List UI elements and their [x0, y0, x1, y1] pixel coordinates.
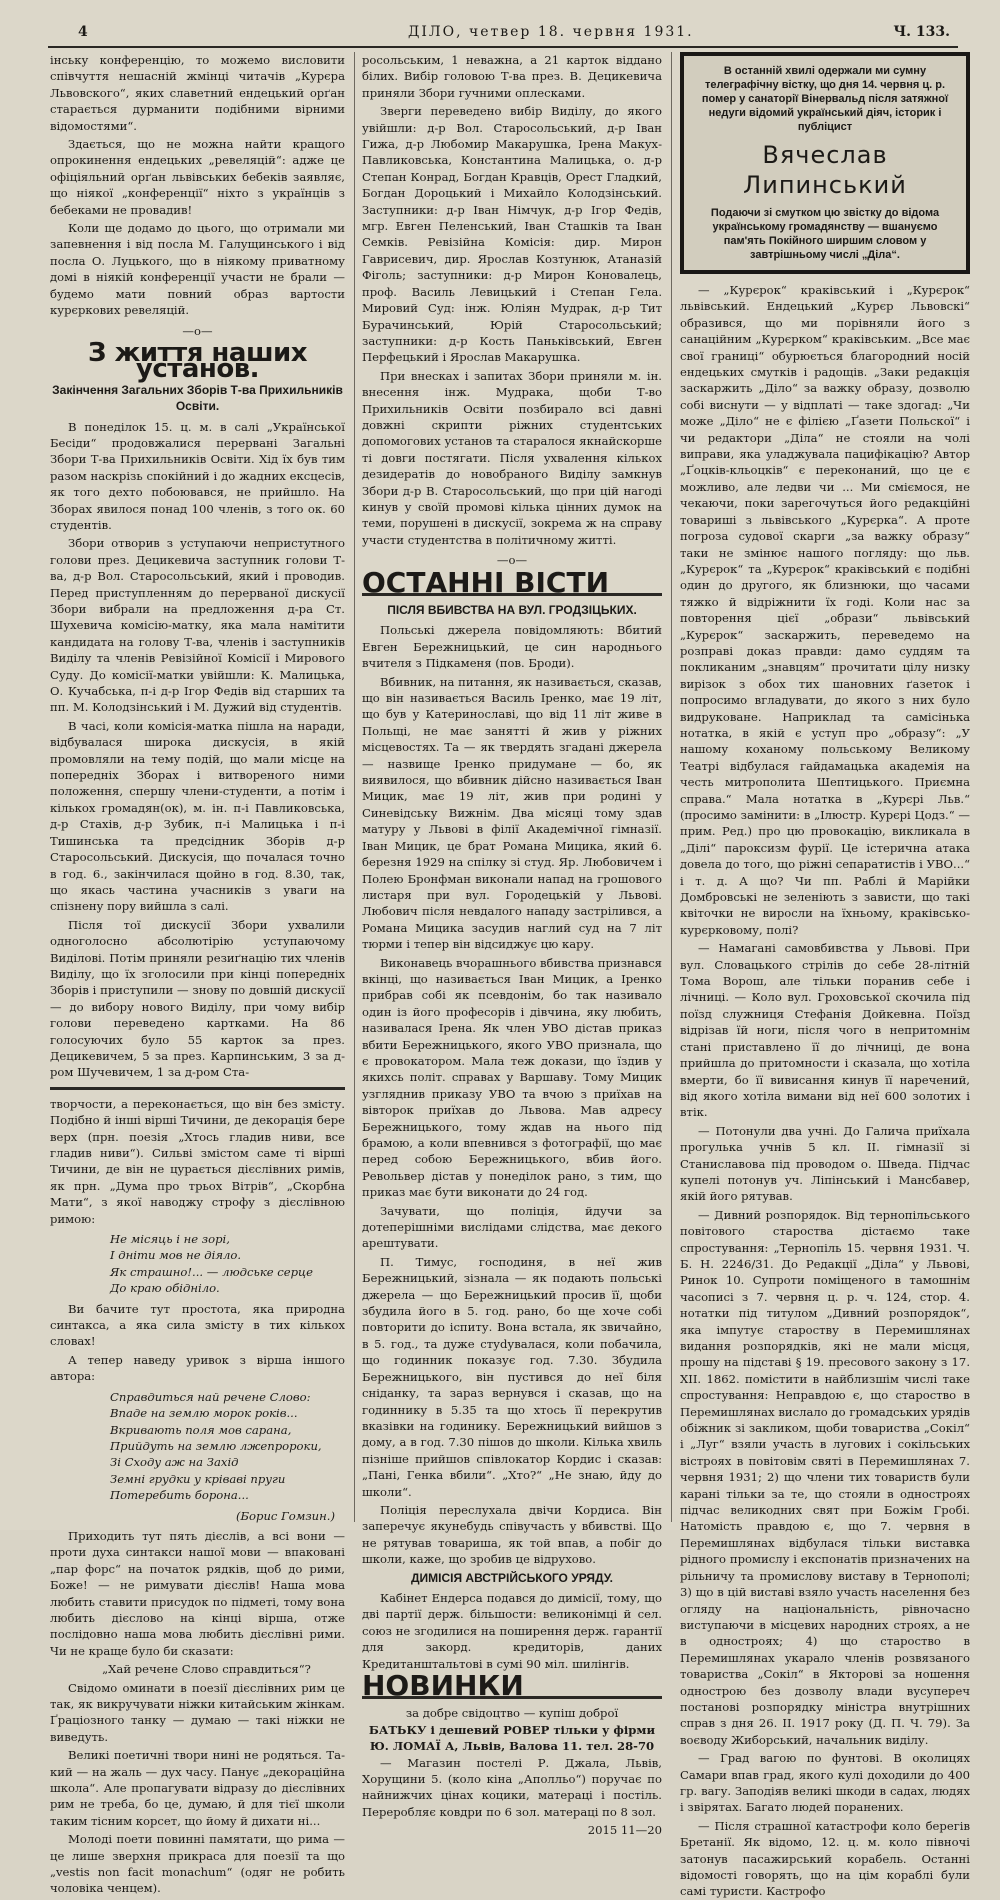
poem-line: Не місяць і не зорі,	[110, 1232, 230, 1247]
article-headline: ДИМІСІЯ АВСТРІЙСЬКОГО УРЯДУ.	[410, 1570, 614, 1585]
poem-quote	[110, 1389, 345, 1504]
poem-line: Зі Сходу аж на Захід	[110, 1455, 239, 1470]
poem-line: Потеребить борона...	[110, 1488, 249, 1503]
article-paragraph: Польські джерела повідомляють: Вбитий Евген Бережницький, це син народнього вчителя з Підкаменя (пов. Броди).	[362, 623, 662, 671]
article-paragraph: Після тої дискусії Збори ухвалили одноголосно абсолютірію уступаючому Виділові. Потім приняли резиґнацію тих членів Виділу, що їх зголосили при кінці попередніх Зборів і приступили — знову по довшій дискусії — до вибору нового Виділу, при чому вибір голови переведено картками. На 86 голосуючих було 55 карток за през. Децикевичем, 5 за през. Карпинським, 3 за д-ром Шучевичем, 1 за д-ром Ста-	[50, 917, 345, 1080]
notice-name: Вячеслав Липинський	[743, 141, 907, 199]
page-number: 4	[78, 24, 88, 40]
article-paragraph: Поліція переслухала двічи Кордиса. Він заперечує якунебудь співучасть у вбивстві. Що не рятував товариша, як той впав, а побіг до школи, каже, що зробив це відрухово.	[362, 1502, 662, 1567]
advertisement: за добре свідоцтво — купіш доброї	[405, 1706, 619, 1721]
column-3	[680, 52, 970, 1899]
poem-line: Справдиться най речене Слово:	[110, 1389, 311, 1404]
column-rule	[671, 52, 672, 1522]
article-paragraph: Коли ще додамо до цього, що отримали ми запевнення і від посла М. Галущинського і від посла О. Луцького, що в ніякому приватному домі в ніякій конференції участи не брали — будемо мати повний образ вартости курєркових ревеляцій.	[50, 221, 345, 318]
article-paragraph: Виконавець вчорашнього вбивства признався вкінці, що називається Іван Мицик, а Іренко прибрав собі як псевдонім, бо так називало один із його професорів і дівчина, яку любить, називалася Ірена. Як член УВО дістав приказ вбити Бережницького, якого УВО признала, що є провокатором. Мала теж докази, що їздив у якихсь політ. справах у Варшаву. Тому Мицик узгляднив приказу УВО та вчою з приїхав на вівторок приїхав до Львова. Мав адресу Бережницького, тому ждав на нього під брамою, а коли впевнився з фотографії, що має перед собою Бережницького, вбив його. Револьвер дістав у понеділок рано, з тим, що приказ має бути виконати до 24 год.	[362, 955, 662, 1200]
article-paragraph: Приходить тут пять дієслів, а всі вони — проти духа синтакси нашої мови — впаковані „пар форс“ на початок рядків, щоб до рими, Боже! — не римувати дієслів! Наша мова любить ставити присудок по підметі, тому вона любить дієслово на кінці вірша, отже послідовно наша мова любить дієслівні рими. Чи не краще було би сказати:	[50, 1528, 345, 1658]
section-rule	[50, 1087, 345, 1090]
poem-line: І дніти мов не діяло.	[110, 1248, 242, 1263]
poem-author: (Борис Гомзин.)	[236, 1508, 335, 1523]
article-paragraph: Зачувати, що поліція, йдучи за дотеперішніми вислідами слідства, має декого арештувати.	[362, 1203, 662, 1251]
issue-number: Ч. 133.	[893, 24, 950, 40]
article-headline: ПІСЛЯ ВБИВСТВА НА ВУЛ. ГРОДЗІЦЬКИХ.	[387, 603, 637, 617]
news-item: — Дивний розпорядок. Від тернопільського повітового староства дістаємо таке спростування: „Тернопіль 15. червня 1931. Ч. Б. Н. 2246/31. До Редакції „Діла“ у Львові, Ринок 10. Супроти поміщеного в тамошнім часописі з 7. червня ц. р. ч. 124, стор. 4. нотатки під титулом „Дивний розпорядок“, яка імпутує староству в Перемишлянах видання розпорядків, які не мали місця, прошу на підставі § 19. пресового закону з 17. XII. 1862. помістити в найблизшім числі таке спростування: Неправдою є, що староство в Перемишлянах вислало до громадських урядів обіжник зі закликом, щоби товариства „Сокіл“ і „Луг“ взяли участь в лугових і сокільських вістроях в повітовім святі в Перемишлянах 7. червня 1931; 2) що члени тих товариств були карані тільки за те, що стояли в одностроях підчас великодних свят при Божім Гробі. Натомість правдою є, що 7. червня в Перемишлянах відбулася тільки виставка рідного промислу і експонатів призначених на рільничу та промислову виставу в Тернополі; 3) що в цій виставі взяло участь населення без огляду на національність, рівночасно виступаючи в місцевих народних строях, а не в одностроях; 4) що староство в Перемишлянах укарало членів розвязаного товариства „Сокіл“ в Якторові за ношення однострою без дозволу влади вусупереч постанові розпорядку міністра внутрішних справ з дня 26. II. 1917 року (Д. П. Ч. 79). За воєводу Жиборський, начальник виділу.	[680, 1207, 970, 1747]
column-rule	[354, 52, 355, 1522]
article-paragraph: „Хай речене Слово справдиться“?	[102, 1662, 311, 1677]
column-2	[362, 52, 662, 1838]
news-item: — Після страшної катастрофи коло берегів Бретанії. Як відомо, 12. ц. м. коло півночі затонув пасажирський корабель. Останні відомості говорять, що на цім кораблі були самі туристи. Кастрофо	[680, 1818, 970, 1899]
article-paragraph: При внесках і запитах Збори приняли м. ін. внесення інж. Мудрака, щоби Т-во Прихильників Освіти позбиралo всі давні довжні скрипти ріжних студентських допомогових установ та старалося якнайскорше ті довги постягати. Після ухвалення кількох дезидератів до новобраного Виділу замкнув Збори д-р В. Старосольський, що при цій нагоді кинув у своїй промові кілька цінних думок на теми, порушені в дискусії, зокрема ж на справу участи студентства в політичному житті.	[362, 368, 662, 547]
masthead-date: ДІЛО, четвер 18. червня 1931.	[408, 24, 694, 40]
section-title: ОСТАННІ ВІСТИ	[362, 575, 662, 596]
article-paragraph: Великі поетичні твори нині не родяться. Та-кий — на жаль — дух часу. Панує „декораційна школа“. Але пропагувати відразу до дієслівних рим не треба, бо це, думаю, й для тієї школи таким тісним корсет, що йому й дихати ні...	[50, 1748, 345, 1828]
ad-code: 2015 11—20	[587, 1823, 662, 1838]
article-paragraph: Свідомо оминати в поезії дієслівних рим це так, як викручувати ніжки китайським жінкам. Ґраціозного танку — думаю — такі ніжки не виведуть.	[50, 1680, 345, 1744]
column-1	[50, 52, 345, 1896]
article-paragraph: Збори отворив з уступаючи непристутного голови през. Децикевича заступник голови Т-ва, д-р Вол. Старосольський, який і проводив. Перед приступленням до перерваної дискусії Збори вибрали на предложення д-ра Ст. Шухевича комісію-матку, яка мала намітити кандидата на голову Т-ва, членів і заступників Виділу та членів Ревізійної Комісії і Мирового Суду. До комісії-матки увійшли: К. Малицька, О. Кучабська, п-і д-р Ігор Федів від старших та пп. М. Колодзінський і М. Дужий від студентів.	[50, 536, 345, 715]
article-paragraph: інську конференцію, то можемо висловити співчуття нешасній жмінці читачів „Курєра Львовского“, яких славетний ендецький орґан старається дурманити подібними вірними відомостями“.	[50, 53, 345, 133]
article-paragraph: П. Тимус, господиня, в неї жив Бережницький, зізнала — як подають польські джерела — що Бережницький просив її, щоби збудила його в 5. год. рано, бо ще хоче собі повторити до іспиту. Вона встала, як звичайно, в 5. год., та дуже стуdувалася, коли побачила, що годинник показує год. 7.30. Збудила Бережницького, він пустився до неї біля сніданку, та зараз вернувся і сказав, що на годиннику в 5.35 та що хтось її перекрутив вказівки на годинику. Бережницький вийшов з дому, а в год. 7.30 пішов до школи. Кілька хвиль пізніше прийшов співлокатор Кордис і сказав: „Пані, Генка вбили“. „Хто?“ „Не знаю, йду до школи“.	[362, 1254, 662, 1499]
page-header	[48, 20, 958, 48]
news-item: — Намагані самовбивства у Львові. При вул. Словацького стрілів до себе 28-літній Тома Ворош, але тільки поранив себе і лічниці. — Коло вул. Гроховської скочила під поїзд служниця Стефанія Дойкевна. Поїзд відрізав їй ноги, після чого в непритомнім стані приставлено її до лічниці, де вона прийшла до притомности і сказала, що хотіла вмерти, бо її вивисання кинув її наречений, від якого хотіла вимани від неї 600 золотих і втік.	[680, 941, 970, 1120]
divider: —о—	[496, 553, 528, 568]
notice-intro: В останній хвилі одержали ми сумну телеграфічну вістку, що дня 14. червня ц. р. помер у санаторії Вінервальд після затяжної недуги відомий український діяч, історик і публіцист	[701, 65, 949, 133]
news-item: — Потонули два учні. До Галича приїхала прогулька учнів 5 кл. ІІ. гімназії зі Станиславова під проводом о. Шведа. Підчас купелі потонув уч. Ліпінський і Мансбавер, якій його рятував.	[680, 1123, 970, 1204]
article-paragraph: росольським, 1 неважна, а 21 карток віддано білих. Вибір головою Т-ва през. В. Децикевича приняли Збори гучними оплесками.	[362, 53, 662, 100]
article-paragraph: Молоді поети повинні памятати, що рима — це лише зверхня прикраса для поезії та що „vestis non facit monachum“ (одяг не робить чоловіка ченцем).	[50, 1832, 345, 1896]
poem-line: Як страшно!... — людське серце	[110, 1264, 314, 1279]
article-headline: Закінчення Загальних Зборів Т-ва Прихильників Освіти.	[52, 382, 343, 414]
article-paragraph: Здається, що не можна найти кращого опрокинення ендецьких „ревеляцій“: адже це офіціяльний орґан львівських бебеків заявляє, що ніякої „конференції“ ніхто з українців з бебеками не провадив!	[50, 137, 345, 217]
article-paragraph: В понеділок 15. ц. м. в салі „Української Бесіди“ продовжалися перервані Загальні Збори Т-ва Прихильників Освіти. Хід їх був тим разом наскрізь спокійний і до жадних ексцесів, як того дехто побоювався, не прийшло. На Зборах явилося понад 100 членів, з того ок. 60 студентів.	[50, 419, 345, 532]
poem-line: Прийдуть на землю лжепророки,	[110, 1438, 322, 1453]
article-paragraph: А тепер наведу уривок з вірша іншого автора:	[50, 1352, 345, 1384]
article-paragraph: Ви бачите тут простота, яка природна синтакса, а яка сила змісту в тих кількох словах!	[50, 1301, 345, 1349]
section-title: НОВИНКИ	[362, 1678, 662, 1699]
poem-line: До краю обідніло.	[110, 1281, 220, 1296]
divider: —о—	[182, 323, 213, 338]
article-paragraph: В часі, коли комісія-матка пішла на наради, відбувалася широка дискусія, в якій промовляли на тему подій, що мали місце на попередніх Зборах і витвореного ними положення, спершу члени-студенти, а потім і кількох громадян(ок), м. ін. п-і Павликовська, д-р Стахів, д-р Зубик, п-і Малицька і п-і Тишинська та предсідник Зборів д-р Старосольський. Дискусія, що почалася точно в год. 6., закінчилася щойно в год. 8.30, так, що якась частина учасників з уваги на спізнену пору вийшла з салі.	[50, 718, 345, 914]
poem-line: Вкривають поля мов сарана,	[110, 1422, 292, 1437]
advertisement: — Магазин постелі Р. Джала, Львів, Хорущини 5. (коло кіна „Аполльо“) поручає по найнижчих цінах коцики, матераці і постіль. Переробляє ковдри по 6 зол. матераці по 8 зол.	[362, 1755, 662, 1819]
news-item: — Град вагою по фунтові. В околицях Самари впав град, якого кулі доходили до 400 гр. вагу. Заподіяв великі шкоди в садах, людях і звірятах. Багато людей поранених.	[680, 1751, 970, 1815]
article-paragraph: Кабінет Ендерса подався до димісії, тому, що дві партії держ. більшости: великонімці й сел. союз не згодилися на поширення держ. гарантії для закорд. кредиторів, даних Кредитанштальтові в сумі 90 міл. шилінгів.	[362, 1590, 662, 1671]
advertisement: БАТЬКУ і дешевий РОВЕР тільки у фірми Ю. ЛОМАЇ А, Львів, Валова 11. тел. 28-70	[368, 1722, 656, 1754]
news-item: — „Курєрок“ краківський і „Курєрок“ львівський. Ендецький „Курєр Львовскі“ образився, що ми порівняли його з санаційним „Курєрком“ краківським. „Все має свої границі“ обурюється благородний носій ендецьких смутків і радощів. „Заки редакція заскаржить „Діло“ за важку образу, дозволю собі виснути — у відплаті — таке здогад: „Чи може „Діло“ не є філією „Ґазети Польскої“ і чи редактори „Діла“ не стояли на чолі виправи, яка уладжувала пацифікацію? Автор „Ґоцків-кльоцків“ є переконаний, що це є можливо, але ледви чи ... Ми сміємося, не чекаючи, поки зарегочуться його редакційні товариші з львівського „Курєрка“. А проте погроза судової скарги „за важку образу“ таки не змінює нашого погляду: що льв. „Курєрок“ та „Курєрок“ краківський є подібні один до другого, як близнюки, що часами тяжко й відріжнити їх годі. Коли нас за повторення цієї „образи“ львівський „Курєрок“ заскаржить, переведемо на розправі доказ правди: дамо суддям та покликаним „знавцям“ прочитати цілу низку вирізок з обох тих шановних ґазеток і попросимо вгладувати, до якого з них було видруковане. Наприклад та самісінька нотатка, в якій є уступ про „образу“: „У нашому коханому польському Великому Театрі відбулася гайдамацька академія на честь митрополита Шептицького. Приємна справа.“ Мала нотатка в „Курєрі Льв.“ (просимо замінити: в „Ілюстр. Курєрі Цодз.“ — прим. Ред.) про цю провокацію, викликала в „Ділі“ пароксизм фурії. Це істерична атака довела до того, що ріжні сепаратистів і УВО...“ і т. д. А що? Чи пп. Раблі й Марійки Домбровські не зеленіють з зависти, що такі квіточки не виросли на їхньому, краківсько-курєрковому, полі?	[680, 283, 970, 937]
notice-outro: Подаючи зі смутком цю звістку до відома українському громадянству — вшануємо пам'ять Покійного ширшим словом у завтрішньому числі „Діла“.	[710, 207, 940, 261]
article-paragraph: творчости, а переконається, що він без змісту. Подібно й інші вірші Тичини, де декорація бере верх (прн. поезія „Хтось гладив ниви, все гладив ниви“). Сильві змістом саме ті вірші Тичини, де він не цурається дієслівних римів, як прн. „Дума про трьох Вітрів“, „Скорбна Мати“, з якої наводжу строфу з дієслівною римою:	[50, 1096, 345, 1226]
poem-line: Земні грудки у кріваві пруги	[110, 1471, 286, 1486]
section-title: З життя наших установ.	[87, 337, 308, 385]
obituary-notice	[680, 52, 970, 274]
article-paragraph: Зверги переведено вибір Виділу, до якого увійшли: д-р Вол. Старосольський, д-р Іван Гижа, д-р Любомир Макарушка, Ірена Макух-Павликовська, Константина Малицька, о. д-р Степан Конрад, Богдан Кравців, Орест Гладкий, Богдан Дороцький і Михайло Колодзінський. Заступники: д-р Іван Німчук, д-р Ігор Федів, мгр. Евген Пеленський, Іван Сташків та Іван Семків. Ревізійна Комісія: дир. Мирон Гаврисевич, дир. Ярослав Козтунюк, Атаназій Фіголь; заступники: д-р Мирон Коновалець, проф. Василь Левицький і Степан Гела. Мировий Суд: інж. Юліян Мудрак, д-р Тит Бурачинський, Юрій Старосольський; заступники: д-р Кость Паньківський, Евген Перфецький і Ярослав Макарушка.	[362, 104, 662, 365]
poem-quote	[110, 1231, 345, 1297]
article-paragraph: Вбивник, на питання, як називається, сказав, що він називається Василь Іренко, має 19 літ, що був у Катеринославі, що від 11 літ живе в Польщі, не має занятті й жив у ріжних місцевостях. Та — як твердять згадані джерела — назвище Іренко придумане — бо, як виявилося, що вбивник дійсно називається Іван Мицик, має 19 літ, жив при родині у Синевідську Вижнім. Два місяці тому здав матуру у Львові в філії Академічної гімназії. Іван Мицик, це брат Романа Мицика, який 6. березня 1929 на спілку зі студ. Яр. Любовичем і Полею Бронфман виконали напад на грошового листаря при вул. Городецькій у Львові. Любович після невдалого нападу застрілився, а Романа Мицика засудив наглий суд на 7 літ тюрми і тепер він відсиджує цю кару.	[362, 674, 662, 952]
poem-line: Впаде на землю морок років...	[110, 1406, 298, 1421]
